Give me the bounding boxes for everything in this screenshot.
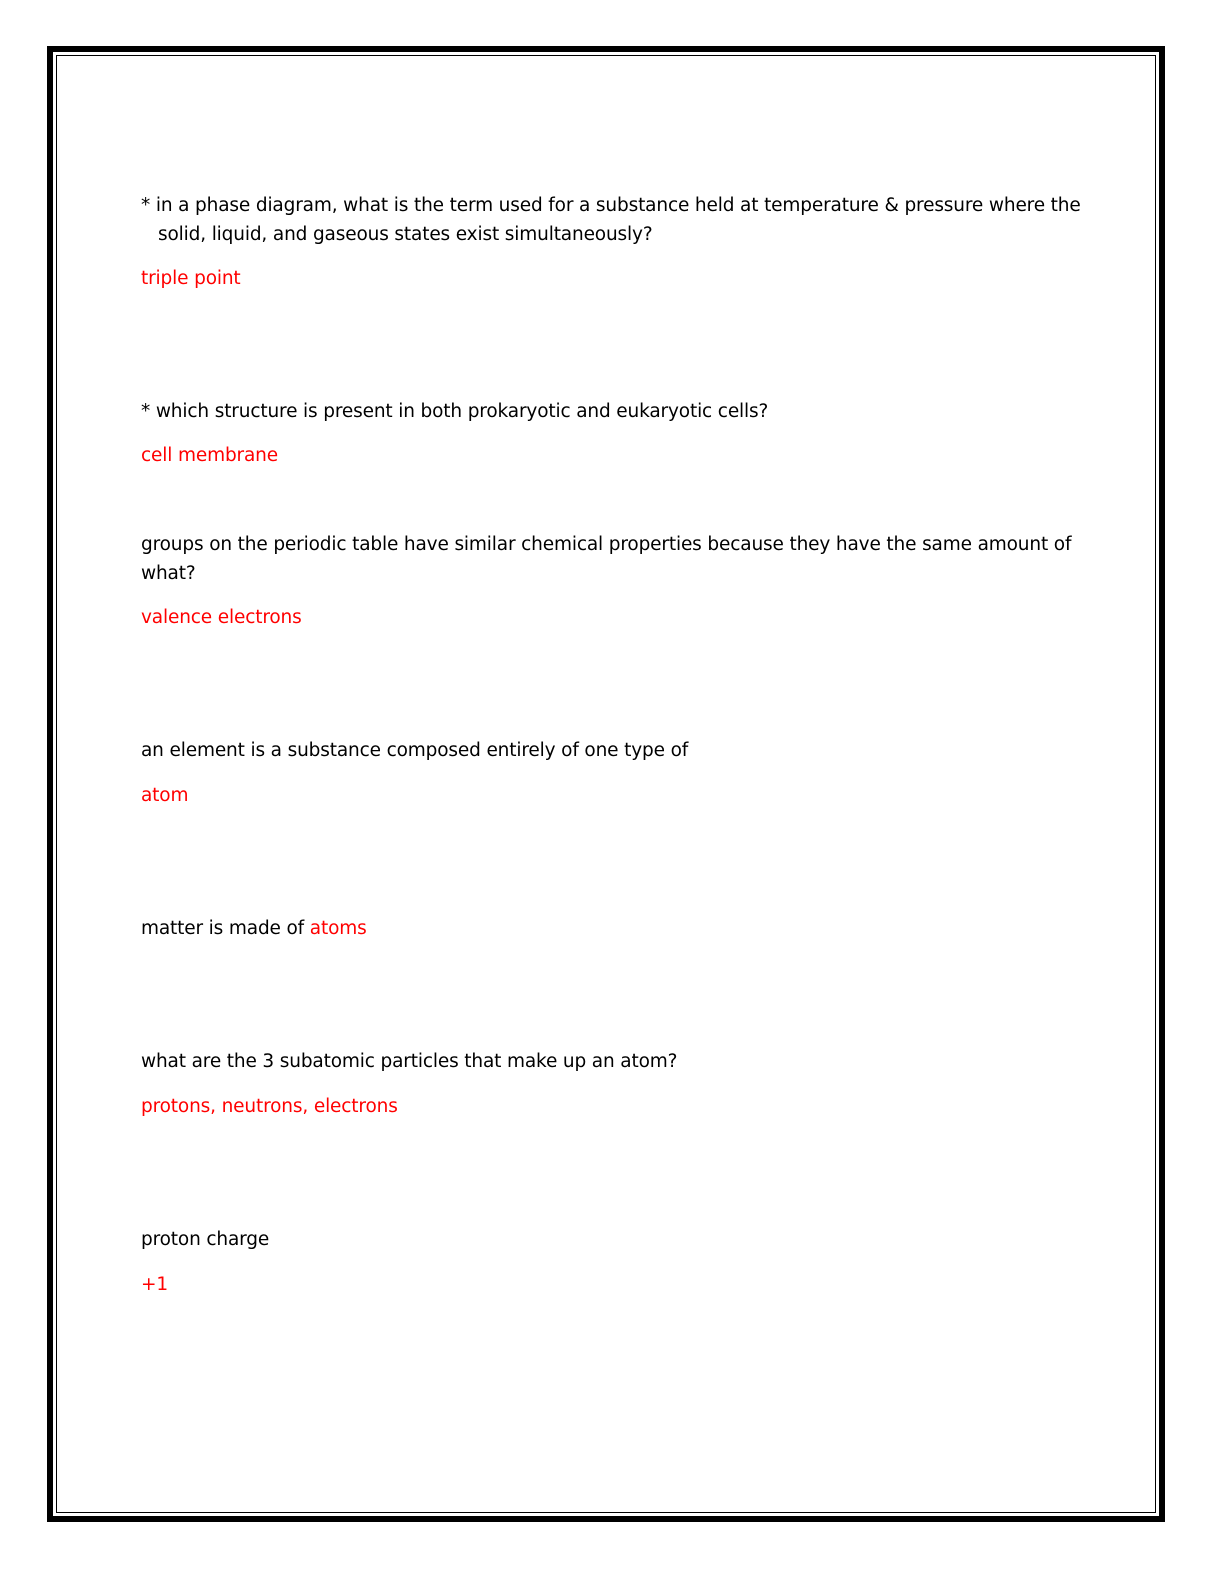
- question-3-line-1: groups on the periodic table have similar chemical properties because they have the same amount of: [141, 534, 1072, 555]
- answer-7: +1: [141, 1274, 168, 1295]
- question-4: an element is a substance composed entirely of one type of: [141, 740, 689, 761]
- answer-5: atoms: [309, 918, 367, 939]
- question-5-prefix: matter is made of: [141, 918, 310, 939]
- question-5: [141, 914, 367, 943]
- question-1-line-1: * in a phase diagram, what is the term used for a substance held at temperature & pressure where the: [141, 195, 1081, 216]
- answer-1: triple point: [141, 268, 241, 289]
- question-6: what are the 3 subatomic particles that make up an atom?: [141, 1051, 678, 1072]
- question-1-line-2: solid, liquid, and gaseous states exist simultaneously?: [158, 224, 653, 245]
- answer-4: atom: [141, 785, 189, 806]
- question-3-line-2: what?: [141, 563, 196, 584]
- answer-6: protons, neutrons, electrons: [141, 1096, 398, 1117]
- question-2: * which structure is present in both prokaryotic and eukaryotic cells?: [141, 401, 769, 422]
- question-7: proton charge: [141, 1229, 270, 1250]
- answer-2: cell membrane: [141, 445, 278, 466]
- answer-3: valence electrons: [141, 607, 302, 628]
